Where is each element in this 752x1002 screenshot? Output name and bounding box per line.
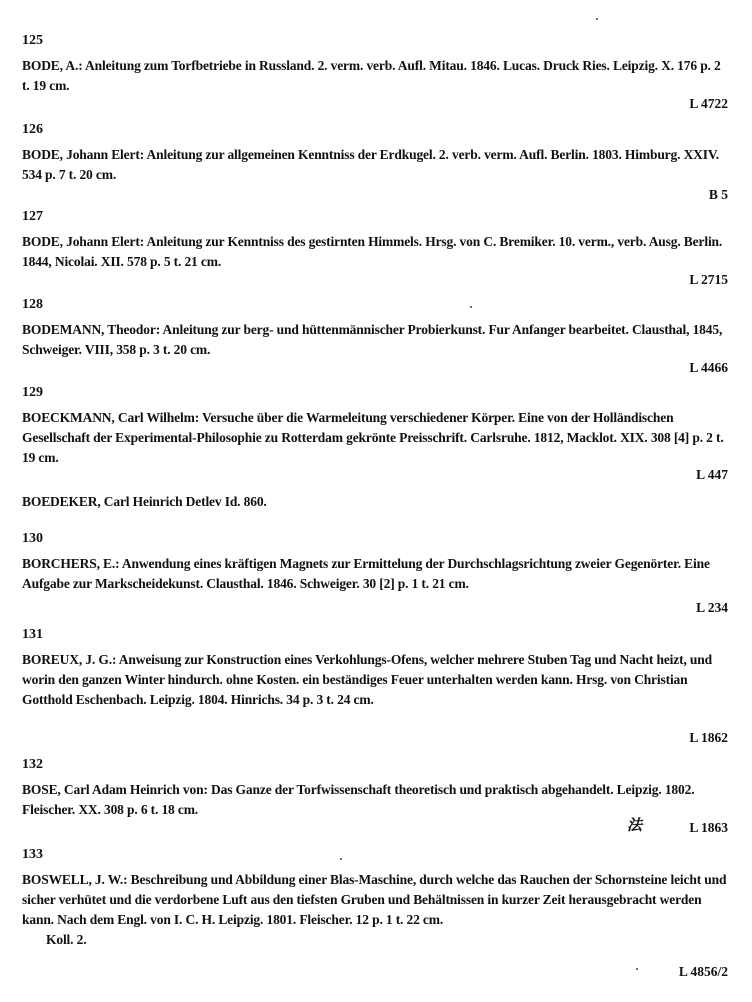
entry-text: [22, 232, 728, 272]
catalog-entry: [22, 626, 728, 745]
entry-note: Koll. 2.: [46, 932, 87, 947]
entry-description: : Versuche über die Warmeleitung verschiedener Körper. Eine von der Holländischen Gesellschaft der Experimental-Philosophie zu Rotterdam gekrönte Preisschrift. Carlsruhe. 1812, Macklot. XIX. 308 [4] p. 2 t. 19 cm.: [22, 410, 724, 465]
entry-author: BOSWELL, J. W.: [22, 872, 124, 887]
entry-author: BOEDEKER, Carl Heinrich Detlev: [22, 494, 222, 509]
entry-description: : Anleitung zum Torfbetriebe in Russland. 2. verm. verb. Aufl. Mitau. 1846. Lucas. Druck Ries. Leipzig. X. 176 p. 2 t. 19 cm.: [22, 58, 721, 93]
catalog-entry: [22, 530, 728, 615]
entry-text: [22, 145, 728, 185]
scan-speck: [340, 858, 342, 860]
entry-text: [22, 320, 728, 360]
entry-author: BODE, A.: [22, 58, 79, 73]
scan-speck: [470, 306, 472, 308]
entry-description: : Anleitung zur Kenntniss des gestirnten Himmels. Hrsg. von C. Bremiker. 10. verm., verb. Ausg. Berlin. 1844, Nicolai. XII. 578 p. 5 t. 21 cm.: [22, 234, 723, 269]
entry-text: [22, 492, 728, 512]
entry-author: BODEMANN, Theodor: [22, 322, 156, 337]
entry-description: : Anweisung zur Konstruction eines Verkohlungs-Ofens, welcher mehrere Stuben Tag und Nacht heizt, und worin den ganzen Winter hindurch. ohne Kosten. ein beständiges Feuer unterhalten werden kann. Hrsg. von Christian Gotthold Eschenbach. Leipzig. 1804. Hinrichs. 34 p. 3 t. 24 cm.: [22, 652, 712, 707]
shelf-signature: L 1863: [689, 820, 728, 835]
shelf-signature: L 4466: [689, 360, 728, 375]
entry-number: 128: [22, 297, 43, 312]
entry-number: 131: [22, 627, 43, 642]
scan-speck: [596, 18, 598, 20]
entry-text: [22, 780, 728, 820]
entry-author: BOECKMANN, Carl Wilhelm: [22, 410, 195, 425]
entry-number: 129: [22, 385, 43, 400]
entry-author: BODE, Johann Elert: [22, 234, 140, 249]
shelf-signature: L 234: [696, 600, 728, 615]
shelf-signature: B 5: [708, 187, 728, 202]
entry-description: Id. 860.: [221, 494, 267, 509]
entry-author: BODE, Johann Elert: [22, 147, 140, 162]
shelf-signature: L 1862: [689, 730, 728, 745]
entry-text: [22, 56, 728, 96]
catalog-entry: [22, 384, 728, 482]
catalog-entry: [22, 121, 728, 202]
entry-text: [22, 870, 728, 950]
shelf-signature: L 4856/2: [678, 964, 728, 979]
shelf-signature: L 447: [696, 467, 728, 482]
catalog-entry: [22, 208, 728, 287]
entry-text: [22, 408, 728, 468]
catalog-entry: [22, 756, 728, 835]
catalog-entry: [22, 32, 728, 111]
entry-description: : Anleitung zur berg- und hüttenmännischer Probierkunst. Fur Anfanger bearbeitet. Clausthal, 1845, Schweiger. VIII, 358 p. 3 t. 20 cm.: [22, 322, 723, 357]
catalog-entry: [22, 846, 728, 979]
entry-number: 132: [22, 757, 43, 772]
entry-description: : Anleitung zur allgemeinen Kenntniss der Erdkugel. 2. verb. verm. Aufl. Berlin. 1803. Himburg. XXIV. 534 p. 7 t. 20 cm.: [22, 147, 719, 182]
entry-author: BORCHERS, E.: [22, 556, 116, 571]
entry-author: BOSE, Carl Adam Heinrich von: [22, 782, 204, 797]
entry-number: 126: [22, 122, 43, 137]
entry-number: 127: [22, 209, 43, 224]
entry-author: BOREUX, J. G.: [22, 652, 112, 667]
catalog-cross-reference: [22, 492, 728, 512]
shelf-signature: L 2715: [689, 272, 728, 287]
catalog-entry: [22, 296, 728, 375]
entry-number: 130: [22, 531, 43, 546]
entry-text: [22, 650, 728, 710]
entry-number: 125: [22, 33, 43, 48]
entry-number: 133: [22, 847, 43, 862]
entry-description: : Anwendung eines kräftigen Magnets zur Ermittelung der Durchschlagsrichtung zweier Gegenörter. Eine Aufgabe zur Markscheidekunst. Clausthal. 1846. Schweiger. 30 [2] p. 1 t. 21 cm.: [22, 556, 710, 591]
entry-description: : Das Ganze der Torfwissenschaft theoretisch und praktisch abgehandelt. Leipzig. 1802. Fleischer. XX. 308 p. 6 t. 18 cm.: [22, 782, 695, 817]
handwritten-mark: 法: [626, 818, 642, 834]
shelf-signature: L 4722: [689, 96, 728, 111]
entry-description: : Beschreibung und Abbildung einer Blas-Maschine, durch welche das Rauchen der Schornsteine leicht und sicher verhütet und die verdorbene Luft aus den tiefsten Gruben und Behältnissen in kurzer Zeit herausgebracht werden kann. Nach dem Engl. von I. C. H. Leipzig. 1801. Fleischer. 12 p. 1 t. 22 cm.: [22, 872, 727, 927]
scan-speck: [636, 968, 638, 970]
entry-text: [22, 554, 728, 594]
